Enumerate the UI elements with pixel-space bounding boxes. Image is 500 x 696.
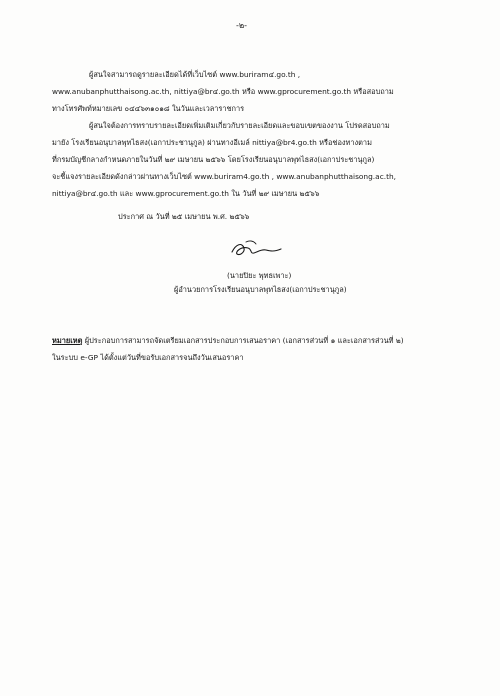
announcement-date: ประกาศ ณ วันที่ ๒๕ เมษายน พ.ศ. ๒๕๖๖	[118, 212, 250, 221]
paragraph2-line5: nittiya@br๔.go.th และ www.gprocurement.go.th ใน วันที่ ๒๙ เมษายน ๒๕๖๖	[52, 189, 320, 198]
signatory-name: (นายปิยะ พุทธเพาะ)	[227, 271, 292, 280]
paragraph1-line2: www.anubanphutthaisong.ac.th, nittiya@br๔.go.th หรือ www.gprocurement.go.th หรือสอบถาม	[52, 87, 394, 96]
paragraph2-line2: มายัง โรงเรียนอนุบาลพุทไธสง(เอกาประชานุกูล) ผ่านทางอีเมล์ nittiya@br4.go.th หรือช่องทางตาม	[52, 138, 372, 147]
signatory-position: ผู้อำนวยการโรงเรียนอนุบาลพุทไธสง(เอกาประชานุกูล)	[174, 285, 347, 294]
paragraph2-line1: ผู้สนใจต้องการทราบรายละเอียดเพิ่มเติมเกี่ยวกับรายละเอียดและขอบเขตของงาน โปรดสอบถาม	[89, 121, 390, 130]
note-label: หมายเหตุ	[52, 336, 83, 345]
signature-image	[226, 236, 286, 262]
note-line1	[52, 336, 404, 346]
paragraph1-line3: ทางโทรศัพท์หมายเลข ๐๔๔๖๓๑๐๑๘ ในวันและเวลาราชการ	[52, 104, 245, 113]
paragraph2-line4: จะชี้แจงรายละเอียดดังกล่าวผ่านทางเว็บไซต์ www.buriram4.go.th , www.anubanphutthaisong.ac.th,	[52, 172, 397, 181]
paragraph2-line3: ที่กรมบัญชีกลางกำหนดภายในวันที่ ๒๙ เมษายน ๒๕๖๖ โดยโรงเรียนอนุบาลพุทไธสง(เอกาประชานุกูล)	[52, 155, 375, 164]
paragraph1-line1: ผู้สนใจสามารถดูรายละเอียดได้ที่เว็บไซต์ www.buriram๔.go.th ,	[89, 70, 301, 79]
page-number: -๒-	[236, 21, 248, 30]
note-text: ผู้ประกอบการสามารถจัดเตรียมเอกสารประกอบการเสนอราคา (เอกสารส่วนที่ ๑ และเอกสารส่วนที่ ๒)	[84, 336, 404, 345]
note-line2: ในระบบ e-GP ได้ตั้งแต่วันที่ขอรับเอกสารจนถึงวันเสนอราคา	[52, 353, 244, 362]
